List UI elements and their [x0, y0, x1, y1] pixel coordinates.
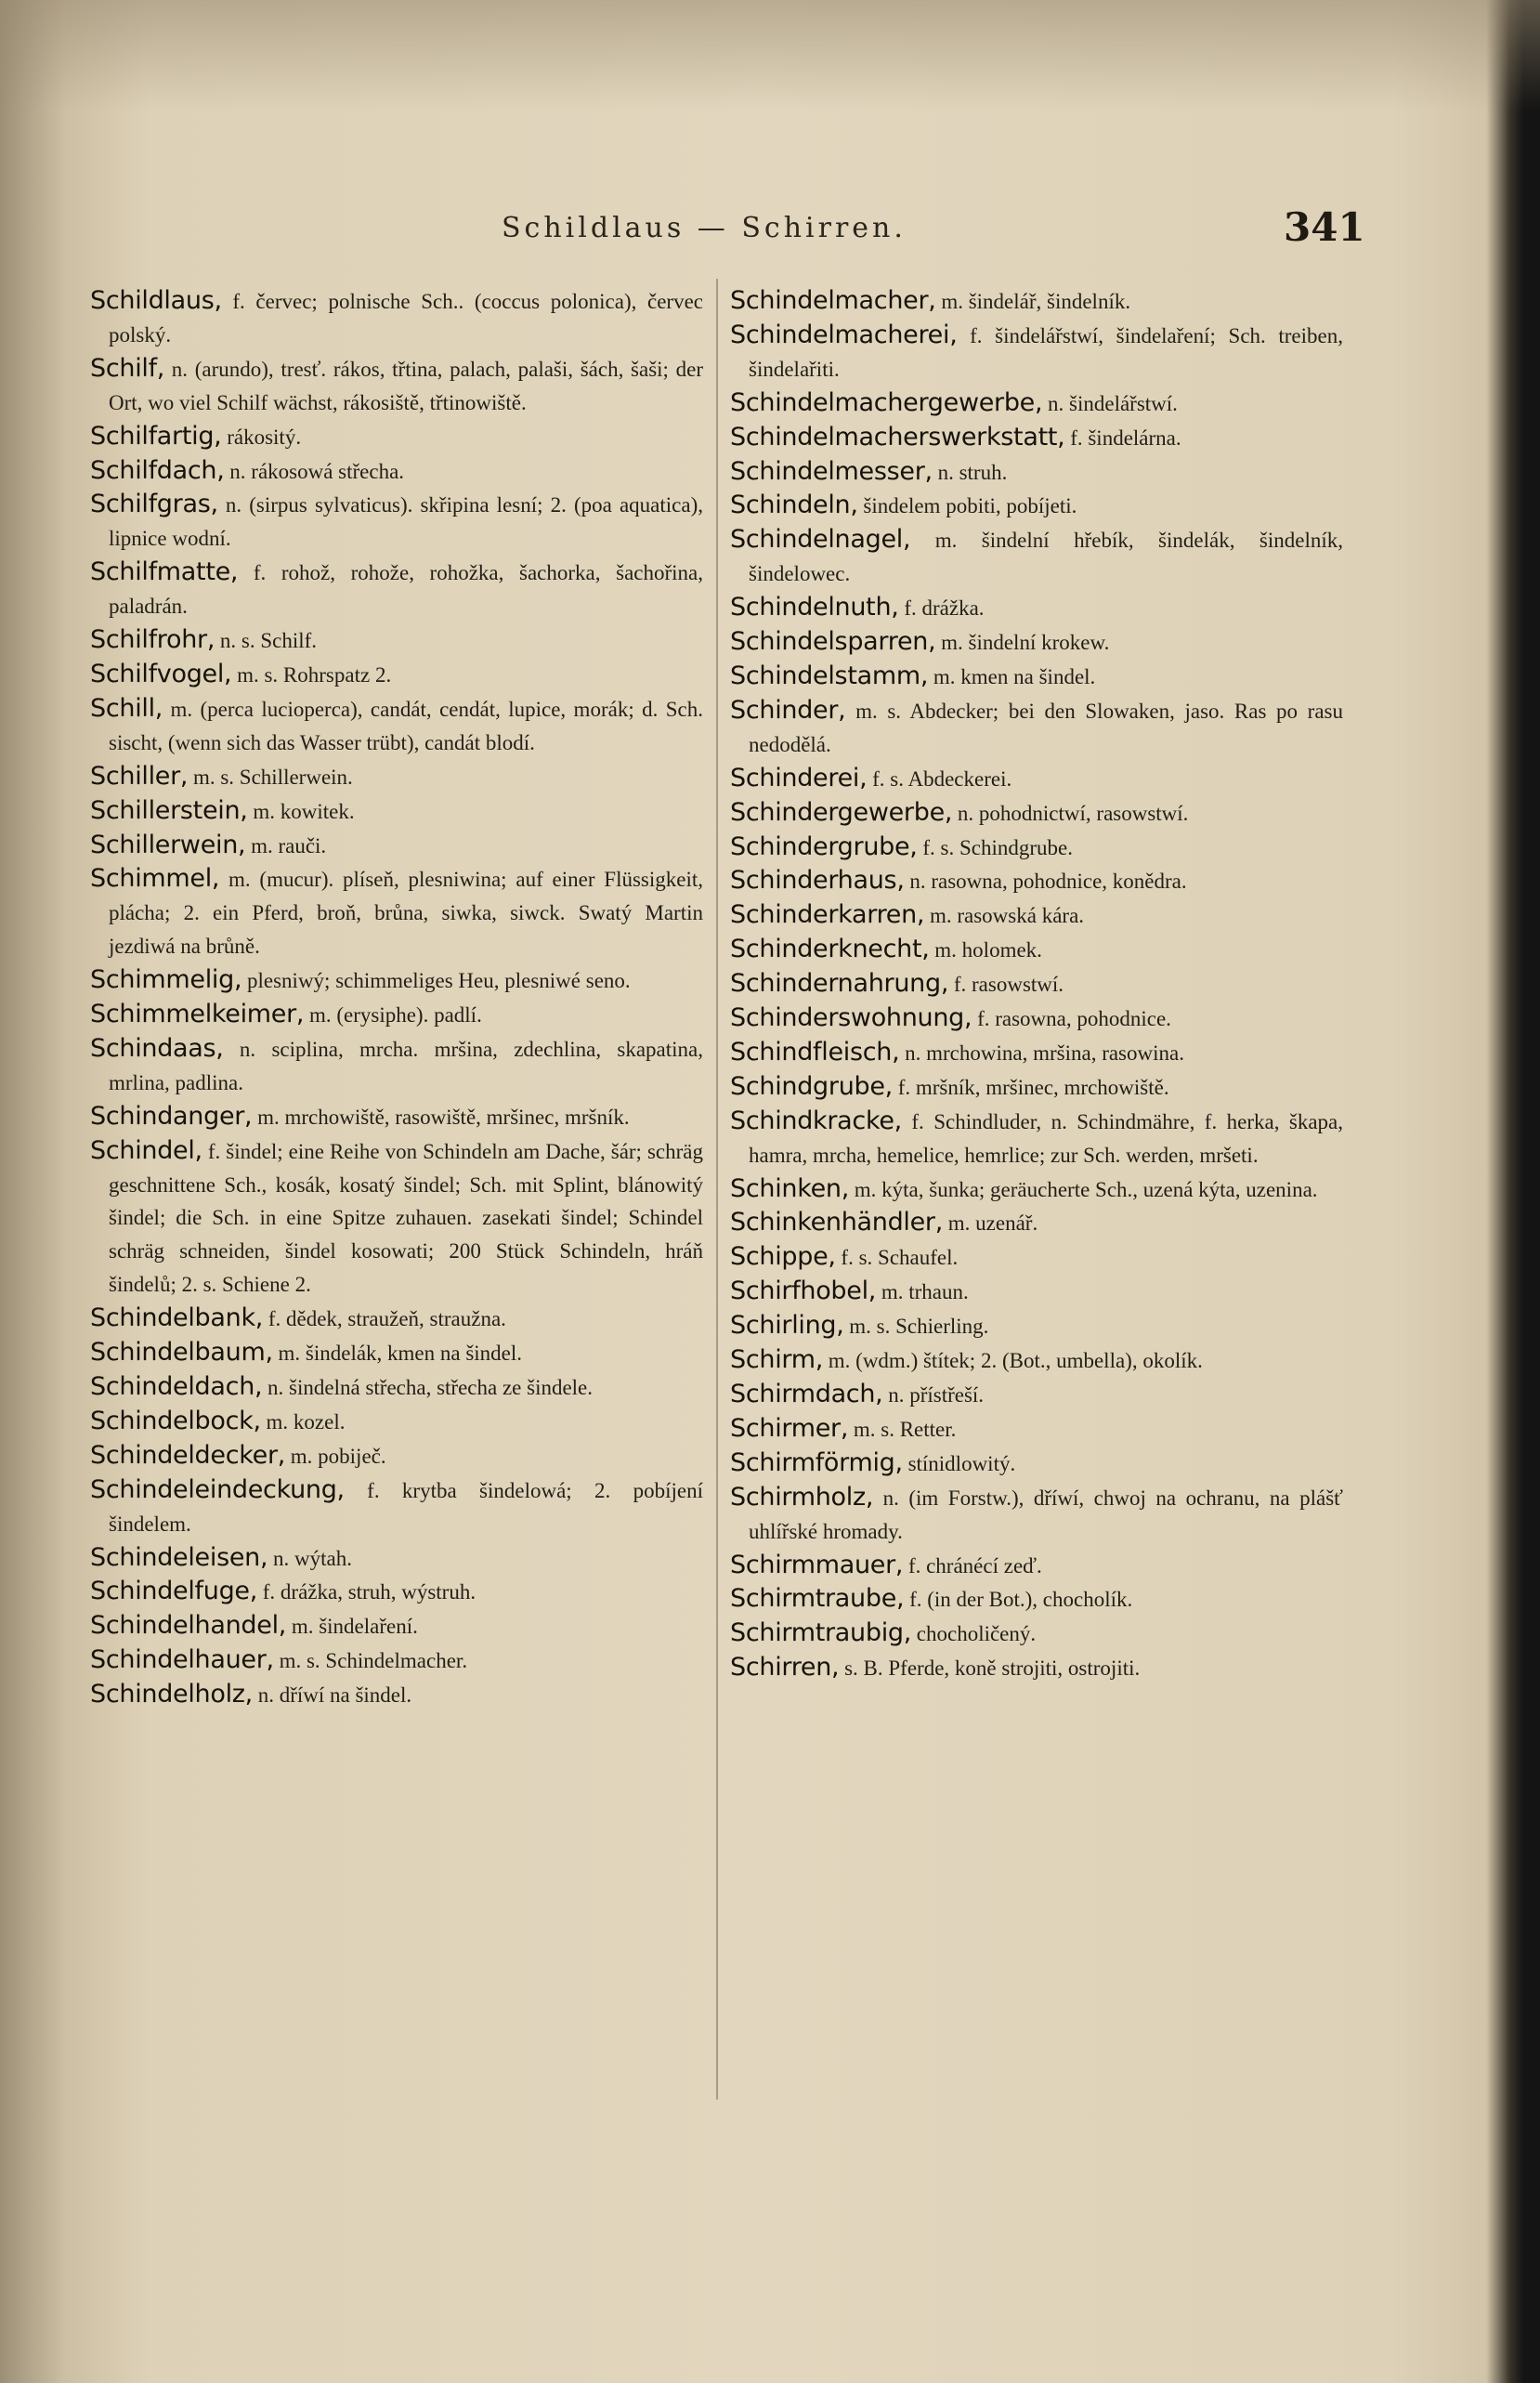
dictionary-entry	[730, 1447, 1343, 1481]
dictionary-entry	[730, 898, 1343, 933]
entry-headword: Schippe,	[730, 1242, 836, 1272]
entry-definition: m. kowitek.	[247, 799, 355, 823]
dictionary-entry	[90, 692, 703, 760]
entry-headword: Schindeleindeckung,	[90, 1474, 345, 1504]
entry-headword: Schirling,	[730, 1311, 844, 1341]
entry-headword: Schindfleisch,	[730, 1037, 900, 1067]
entry-definition: f. šindelářstwí, šindelaření; Sch. treiben, šindelařiti.	[749, 323, 1343, 381]
dictionary-entry	[90, 1405, 703, 1439]
entry-headword: Schirmdach,	[730, 1380, 883, 1408]
entry-definition: m. kmen na šindel.	[928, 664, 1096, 688]
entry-definition: n. šindelářstwí.	[1042, 391, 1178, 415]
entry-definition: f. Schindluder, n. Schindmähre, f. herka, škapa, hamra, mrcha, hemelice, hemrlice; zur Sch. werden, mršeti.	[749, 1109, 1343, 1167]
dictionary-entry	[730, 1002, 1343, 1036]
entry-definition: n. dříwí na šindel.	[252, 1683, 412, 1708]
dictionary-entry	[90, 998, 703, 1032]
dictionary-entry	[730, 523, 1343, 591]
entry-definition: n. rasowna, pohodnice, konědra.	[904, 870, 1187, 894]
dictionary-entry	[90, 1473, 703, 1541]
entry-definition: f. červec; polnische Sch.. (coccus polonica), červec polský.	[109, 290, 703, 347]
page-number: 341	[1284, 204, 1365, 250]
dictionary-entry	[730, 762, 1343, 796]
entry-definition: m. s. Rohrspatz 2.	[231, 662, 392, 687]
entry-headword: Schirren,	[730, 1653, 840, 1683]
entry-definition: m. s. Schillerwein.	[188, 765, 353, 789]
dictionary-entry	[730, 1378, 1343, 1412]
dictionary-entry	[730, 625, 1343, 660]
dictionary-entry	[730, 1651, 1343, 1685]
dictionary-entry	[90, 862, 703, 963]
dictionary-entry	[730, 1617, 1343, 1651]
entry-headword: Schirmtraube,	[730, 1584, 905, 1614]
entry-headword: Schillerstein,	[90, 795, 248, 825]
entry-headword: Schindelnagel,	[730, 525, 911, 555]
dictionary-entry	[90, 1100, 703, 1134]
dictionary-entry	[730, 421, 1343, 455]
entry-definition: plesniwý; schimmeliges Heu, plesniwé seno.	[241, 969, 631, 993]
dictionary-entry	[730, 1275, 1343, 1309]
entry-definition: n. (im Forstw.), dříwí, chwoj na ochranu, na plášť uhlířské hromady.	[749, 1486, 1343, 1543]
entry-headword: Schindernahrung,	[730, 969, 949, 999]
dictionary-entry	[90, 420, 703, 454]
entry-definition: m. rauči.	[245, 833, 327, 858]
dictionary-entry	[90, 352, 703, 420]
entry-definition: m. uzenář.	[943, 1211, 1038, 1236]
entry-definition: m. s. Schindelmacher.	[273, 1649, 468, 1673]
dictionary-entry	[90, 829, 703, 863]
dictionary-entry	[730, 1343, 1343, 1378]
entry-headword: Schilfartig,	[90, 421, 222, 451]
dictionary-entry	[730, 694, 1343, 762]
entry-definition: m. (perca lucioperca), candát, cendát, lupice, morák; d. Sch. sischt, (wenn sich das Wasser trübt), candát blodí.	[109, 697, 703, 754]
dictionary-entry	[90, 623, 703, 658]
dictionary-entry	[730, 933, 1343, 967]
dictionary-entry	[90, 963, 703, 998]
entry-headword: Schiller,	[90, 761, 189, 791]
entry-definition: f. rasowna, pohodnice.	[972, 1007, 1171, 1031]
dictionary-entry	[90, 1643, 703, 1678]
entry-headword: Schindeln,	[730, 491, 858, 520]
entry-definition: f. rohož, rohože, rohožka, šachorka, šachořina, paladrán.	[109, 561, 703, 619]
dictionary-entry	[730, 455, 1343, 490]
dictionary-entry	[90, 284, 703, 352]
left-column	[90, 284, 703, 1712]
dictionary-entry	[90, 1678, 703, 1712]
dictionary-entry	[730, 386, 1343, 421]
dictionary-entry	[90, 1032, 703, 1100]
entry-headword: Schindelmesser,	[730, 456, 933, 486]
entry-definition: n. šindelná střecha, střecha ze šindele.	[262, 1376, 594, 1399]
entry-headword: Schilf,	[90, 353, 165, 383]
entry-definition: f. drážka, struh, wýstruh.	[257, 1580, 476, 1604]
dictionary-entry	[730, 1309, 1343, 1343]
entry-definition: f. rasowstwí.	[948, 973, 1064, 997]
entry-headword: Schinderei,	[730, 763, 868, 792]
dictionary-entry	[730, 1172, 1343, 1207]
entry-headword: Schillerwein,	[90, 830, 246, 859]
entry-definition: f. s. Schindgrube.	[917, 835, 1073, 859]
entry-definition: n. přístřeší.	[882, 1383, 985, 1407]
entry-headword: Schill,	[90, 693, 163, 723]
entry-headword: Schinken,	[730, 1173, 849, 1203]
entry-headword: Schilfrohr,	[90, 625, 215, 655]
entry-definition: n. rákosowá střecha.	[224, 459, 405, 483]
dictionary-entry	[730, 796, 1343, 831]
entry-definition: m. mrchowiště, rasowiště, mršinec, mršník.	[252, 1105, 630, 1129]
dictionary-entry	[730, 489, 1343, 523]
entry-definition: n. (sirpus sylvaticus). skřipina lesní; 2. (poa aquatica), lipnice wodní.	[109, 493, 703, 551]
entry-headword: Schindelnuth,	[730, 593, 899, 622]
column-divider	[716, 279, 718, 2100]
dictionary-entry	[90, 488, 703, 556]
entry-definition: f. s. Abdeckerei.	[867, 766, 1012, 791]
entry-headword: Schirmer,	[730, 1413, 849, 1443]
entry-headword: Schirmmauer,	[730, 1550, 904, 1579]
dictionary-entry	[730, 831, 1343, 865]
entry-definition: n. struh.	[932, 460, 1008, 484]
entry-headword: Schindelmacherswerkstatt,	[730, 422, 1065, 452]
entry-headword: Schindelmachergewerbe,	[730, 387, 1043, 417]
entry-definition: m. holomek.	[929, 938, 1042, 962]
entry-definition: m. pobiječ.	[285, 1444, 386, 1468]
entry-definition: n. (arundo), tresť. rákos, třtina, palach, palaši, šách, šaši; der Ort, wo viel Schilf wächst, rákosiště, třtinowiště.	[109, 357, 703, 414]
dictionary-entry	[730, 1582, 1343, 1617]
entry-definition: f. dědek, straužeň, straužna.	[263, 1307, 506, 1331]
entry-headword: Schinderknecht,	[730, 935, 930, 964]
entry-headword: Schindeldecker,	[90, 1440, 286, 1470]
entry-definition: n. wýtah.	[268, 1546, 352, 1570]
entry-definition: m. kozel.	[260, 1409, 346, 1434]
entry-definition: m. rasowská kára.	[924, 904, 1085, 928]
entry-definition: n. mrchowina, mršina, rasowina.	[899, 1041, 1184, 1065]
entry-headword: Schindelsparren,	[730, 627, 936, 657]
entry-definition: šindelem pobiti, pobíjeti.	[857, 494, 1077, 518]
entry-headword: Schilfgras,	[90, 490, 218, 519]
entry-headword: Schimmel,	[90, 864, 220, 894]
entry-headword: Schimmelig,	[90, 965, 242, 995]
dictionary-entry	[730, 1481, 1343, 1549]
entry-definition: m. s. Retter.	[848, 1417, 957, 1441]
entry-headword: Schindelhandel,	[90, 1611, 287, 1641]
dictionary-entry	[730, 1105, 1343, 1172]
entry-definition: n. pohodnictwí, rasowstwí.	[952, 801, 1189, 825]
dictionary-entry	[90, 1370, 703, 1405]
dictionary-entry	[730, 1206, 1343, 1240]
dictionary-entry	[730, 967, 1343, 1002]
running-title: Schildlaus — Schirren.	[502, 212, 907, 244]
entry-headword: Schindgrube,	[730, 1071, 893, 1101]
entry-definition: f. s. Schaufel.	[835, 1246, 959, 1270]
entry-definition: f. mršník, mršinec, mrchowiště.	[892, 1075, 1169, 1099]
entry-headword: Schinderhaus,	[730, 866, 905, 896]
entry-definition: m. šindelaření.	[286, 1615, 418, 1639]
entry-headword: Schilfvogel,	[90, 659, 232, 688]
entry-definition: f. chránécí zeď.	[903, 1553, 1042, 1578]
entry-definition: f. drážka.	[898, 596, 985, 621]
entry-definition: m. s. Abdecker; bei den Slowaken, jaso. Ras po rasu nedodělá.	[749, 699, 1343, 756]
entry-headword: Schindelfuge,	[90, 1577, 258, 1606]
entry-headword: Schirm,	[730, 1345, 824, 1375]
entry-definition: f. šindel; eine Reihe von Schindeln am Dache, šár; schräg geschnittene Sch., kosák, kosatý šindel; Sch. mit Splint, blánowitý šindel; die Sch. in eine Spitze zuhauen. zasekati šindel; Schindel schräg schneiden, šindel kosowati; 200 Stück Schindeln, hráň šindelů; 2. s. Schiene 2.	[109, 1139, 703, 1297]
entry-definition: m. šindelář, šindelník.	[935, 290, 1131, 313]
entry-headword: Schildlaus,	[90, 286, 222, 315]
entry-headword: Schinderkarren,	[730, 900, 925, 930]
entry-definition: m. (erysiphe). padlí.	[304, 1003, 482, 1028]
entry-headword: Schindeldach,	[90, 1372, 263, 1401]
dictionary-entry	[90, 1541, 703, 1576]
entry-definition: chocholičený.	[911, 1622, 1037, 1646]
dictionary-entry	[90, 794, 703, 829]
entry-headword: Schindelbaum,	[90, 1338, 273, 1368]
entry-headword: Schindelholz,	[90, 1680, 253, 1709]
entry-definition: m. (wdm.) štítek; 2. (Bot., umbella), okolík.	[823, 1349, 1203, 1373]
dictionary-entry	[90, 658, 703, 692]
entry-definition: m. trhaun.	[876, 1280, 969, 1304]
entry-definition: m. šindelní krokew.	[935, 631, 1110, 655]
dictionary-entry	[730, 284, 1343, 319]
entry-headword: Schindaas,	[90, 1033, 224, 1063]
dictionary-entry	[90, 1575, 703, 1609]
entry-definition: f. krytba šindelowá; 2. pobíjení šindelem.	[109, 1478, 703, 1536]
dictionary-entry	[730, 1240, 1343, 1275]
entry-headword: Schirfhobel,	[730, 1277, 877, 1306]
entry-headword: Schindelbank,	[90, 1303, 264, 1333]
entry-headword: Schindkracke,	[730, 1106, 902, 1135]
entry-headword: Schinkenhändler,	[730, 1208, 944, 1237]
entry-headword: Schirmtraubig,	[730, 1618, 912, 1648]
dictionary-entry	[90, 1439, 703, 1473]
dictionary-entry	[90, 454, 703, 489]
entry-headword: Schirmholz,	[730, 1482, 874, 1512]
entry-headword: Schinderswohnung,	[730, 1003, 972, 1033]
entry-headword: Schindelmacher,	[730, 286, 936, 315]
entry-headword: Schindelmacherei,	[730, 320, 958, 349]
entry-headword: Schindergrube,	[730, 831, 918, 861]
entry-headword: Schindel,	[90, 1135, 202, 1165]
entry-definition: m. šindelní hřebík, šindelák, šindelník, šindelowec.	[749, 529, 1343, 586]
dictionary-entry	[730, 660, 1343, 694]
dictionary-entry	[90, 1134, 703, 1303]
dictionary-entry	[730, 319, 1343, 386]
right-column	[730, 284, 1343, 1685]
entry-headword: Schindanger,	[90, 1101, 253, 1131]
dictionary-entry	[730, 1036, 1343, 1070]
dictionary-entry	[90, 760, 703, 794]
dictionary-entry	[90, 1302, 703, 1336]
entry-definition: m. s. Schierling.	[843, 1315, 989, 1339]
entry-definition: f. šindelárna.	[1064, 426, 1181, 450]
entry-headword: Schinder,	[730, 695, 846, 725]
entry-definition: rákositý.	[221, 425, 302, 449]
entry-definition: stínidlowitý.	[902, 1451, 1016, 1475]
dictionary-entry	[730, 1549, 1343, 1583]
dictionary-entry	[730, 1070, 1343, 1105]
entry-definition: m. (mucur). plíseň, plesniwina; auf einer Flüssigkeit, plácha; 2. ein Pferd, broň, brůna, siwka, siwck. Swatý Martin jezdiwá na brůně.	[109, 868, 703, 959]
dictionary-entry	[90, 1336, 703, 1370]
entry-definition: s. B. Pferde, koně strojiti, ostrojiti.	[839, 1656, 1141, 1681]
entry-definition: m. kýta, šunka; geräucherte Sch., uzená kýta, uzenina.	[849, 1177, 1318, 1201]
dictionary-entry	[730, 1412, 1343, 1447]
entry-headword: Schindelhauer,	[90, 1645, 274, 1675]
entry-headword: Schindeleisen,	[90, 1542, 268, 1572]
dictionary-entry	[90, 1609, 703, 1643]
entry-headword: Schilfdach,	[90, 455, 225, 485]
entry-headword: Schindergewerbe,	[730, 797, 953, 827]
dictionary-entry	[90, 556, 703, 623]
dictionary-entry	[730, 864, 1343, 898]
entry-definition: n. sciplina, mrcha. mršina, zdechlina, skapatina, mrlina, padlina.	[109, 1037, 703, 1094]
entry-definition: m. šindelák, kmen na šindel.	[272, 1342, 523, 1366]
entry-headword: Schilfmatte,	[90, 557, 239, 587]
entry-headword: Schindelbock,	[90, 1406, 261, 1435]
entry-headword: Schimmelkeimer,	[90, 1000, 305, 1029]
dictionary-entry	[730, 591, 1343, 625]
entry-headword: Schirmförmig,	[730, 1447, 903, 1477]
entry-definition: n. s. Schilf.	[215, 629, 318, 653]
entry-headword: Schindelstamm,	[730, 661, 929, 690]
entry-definition: f. (in der Bot.), chocholík.	[904, 1588, 1133, 1612]
